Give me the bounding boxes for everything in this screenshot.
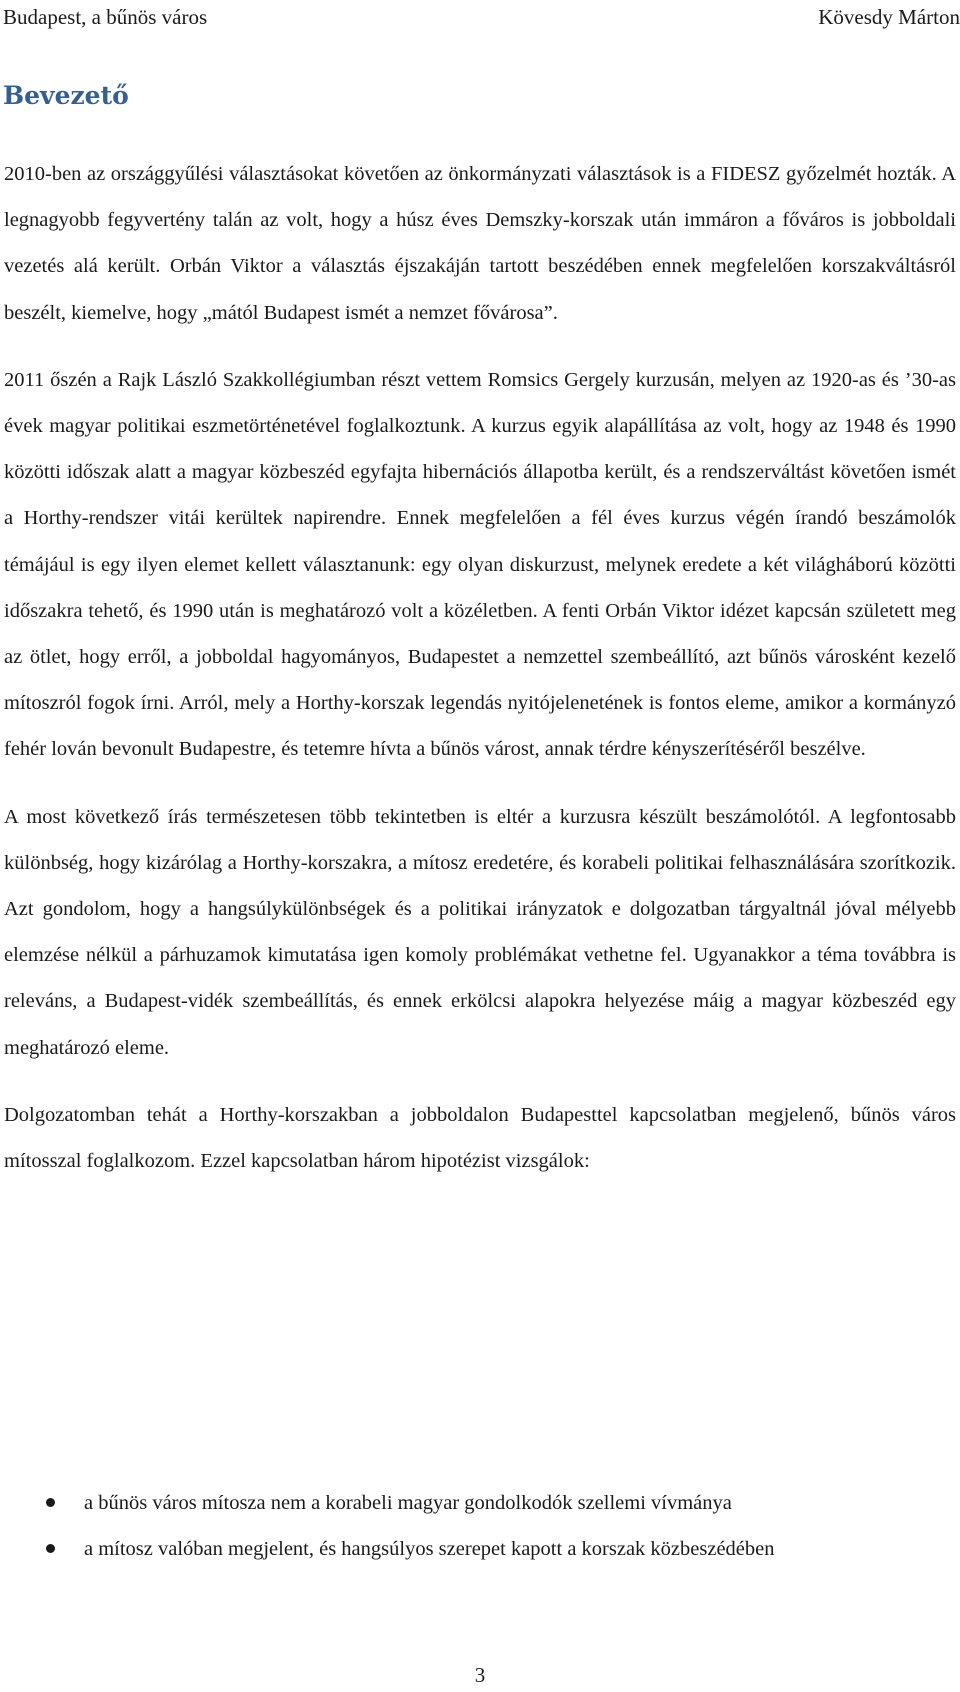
paragraph-2: 2011 őszén a Rajk László Szakkollégiumban részt vettem Romsics Gergely kurzusán, melyen az 1920-as és ’30-as évek magyar politikai eszmetörténetével foglalkoztunk. A kurzus egyik alapállítása az volt, hogy az 1948 és 1990 közötti időszak alatt a magyar közbeszéd egyfajta hibernációs állapotba került, és a rendszerváltást követően ismét a Horthy-rendszer vitái kerültek napirendre. Ennek megfelelően a fél éves kurzus végén írandó beszámolók témájául is egy ilyen elemet kellett választanunk: egy olyan diskurzust, melynek eredete a két világháború közötti időszakra tehető, és 1990 után is meghatározó volt a közéletben. A fenti Orbán Viktor idézet kapcsán született meg az ötlet, hogy erről, a jobboldal hagyományos, Budapestet a nemzettel szembeállító, azt bűnös városként kezelő mítoszról fogok írni. Arról, mely a Horthy-korszak legendás nyitójelenetének is fontos eleme, amikor a kormányzó fehér lován bevonult Budapestre, és tetemre hívta a bűnös várost, annak térdre kényszerítéséről beszélve. xyxy=(4,368,956,761)
hypothesis-item xyxy=(4,1526,956,1572)
page-number: 3 xyxy=(474,1663,486,1687)
paragraph-1: 2010-ben az országgyűlési választásokat követően az önkormányzati választások is a FIDESZ győzelmét hozták. A legnagyobb fegyvertény talán az volt, hogy a húsz éves Demszky-korszak után immáron a főváros is jobboldali vezetés alá került. Orbán Viktor a választás éjszakáján tartott beszédében ennek megfelelően korszakváltásról beszélt, kiemelve, hogy „mától Budapest ismét a nemzet fővárosa”. xyxy=(4,163,956,324)
chapter-heading: Bevezető xyxy=(3,81,129,110)
hypothesis-text: a bűnös város mítosza nem a korabeli magyar gondolkodók szellemi vívmánya xyxy=(84,1492,732,1514)
paragraph-4: Dolgozatomban tehát a Horthy-korszakban a jobboldalon Budapesttel kapcsolatban megjelenő, bűnös város mítosszal foglalkozom. Ezzel kapcsolatban három hipotézist vizsgálok: xyxy=(4,1103,956,1173)
running-header xyxy=(3,2,960,32)
bullet-icon xyxy=(46,1498,55,1507)
hypothesis-list xyxy=(4,1480,956,1572)
hypothesis-item xyxy=(4,1480,956,1526)
header-title: Budapest, a bűnös város xyxy=(3,5,208,29)
paragraph-3: A most következő írás természetesen több tekintetben is eltér a kurzusra készült beszámolótól. A legfontosabb különbség, hogy kizárólag a Horthy-korszakra, a mítosz eredetére, és korabeli politikai felhasználására szorítkozik. Azt gondolom, hogy a hangsúlykülönbségek és a politikai irányzatok e dolgozatban tárgyaltnál jóval mélyebb elemzése nélkül a párhuzamok kimutatása igen komoly problémákat vethetne fel. Ugyanakkor a téma továbbra is releváns, a Budapest-vidék szembeállítás, és ennek erkölcsi alapokra helyezése máig a magyar közbeszéd egy meghatározó eleme. xyxy=(4,805,956,1059)
hypothesis-text: a mítosz valóban megjelent, és hangsúlyos szerepet kapott a korszak közbeszédében xyxy=(84,1538,775,1561)
header-author: Kövesdy Márton xyxy=(818,5,960,29)
bullet-icon xyxy=(46,1544,55,1553)
body-text xyxy=(4,151,956,1204)
